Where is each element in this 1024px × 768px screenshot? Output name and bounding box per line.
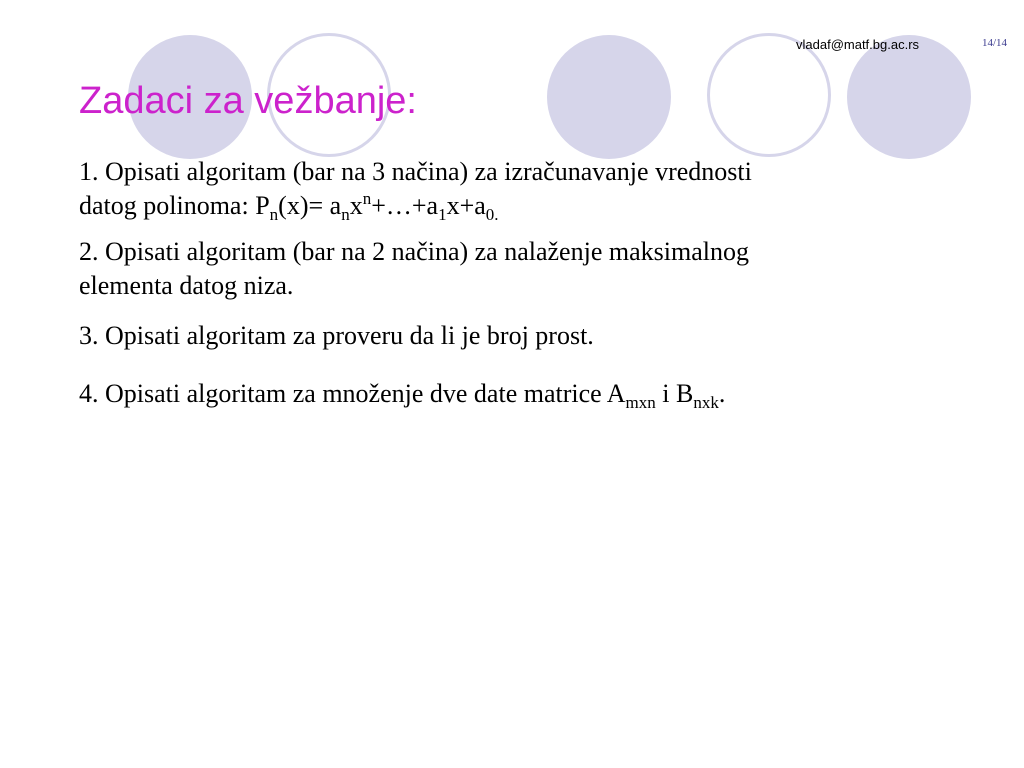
poly-part: x	[349, 191, 363, 220]
decor-circle-5	[847, 35, 971, 159]
decor-circle-3	[547, 35, 671, 159]
poly-part: x+a	[446, 191, 486, 220]
task-4	[79, 377, 979, 411]
task-2-line-1: 2. Opisati algoritam (bar na 2 načina) za nalaženje maksimalnog	[79, 237, 749, 266]
poly-part: (x)= a	[278, 191, 342, 220]
task-1-line-1: 1. Opisati algoritam (bar na 3 načina) za izračunavanje vrednosti	[79, 157, 752, 186]
slide-title: Zadaci za vežbanje:	[79, 80, 417, 122]
task-list	[79, 155, 979, 411]
task-2	[79, 235, 979, 303]
sub-1: 1	[438, 205, 447, 224]
author-email: vladaf@matf.bg.ac.rs	[796, 37, 920, 52]
task-4-text: .	[718, 379, 726, 408]
poly-part: +…+a	[371, 191, 439, 220]
page-number: 14/14	[982, 37, 1008, 49]
task-2-line-2: elementa datog niza.	[79, 271, 294, 300]
task-1	[79, 155, 979, 223]
sup-n: n	[362, 189, 372, 208]
task-3: 3. Opisati algoritam za proveru da li je broj prost.	[79, 321, 594, 350]
sub-n: n	[341, 205, 350, 224]
sub-mxn: mxn	[625, 393, 656, 412]
task-1-polynomial-label: datog polinoma: P	[79, 191, 270, 220]
task-4-text: i B	[655, 379, 694, 408]
sub-0: 0.	[485, 205, 499, 224]
sub-nxk: nxk	[693, 393, 719, 412]
task-4-text: 4. Opisati algoritam za množenje dve date matrice A	[79, 379, 626, 408]
sub-n: n	[269, 205, 279, 224]
